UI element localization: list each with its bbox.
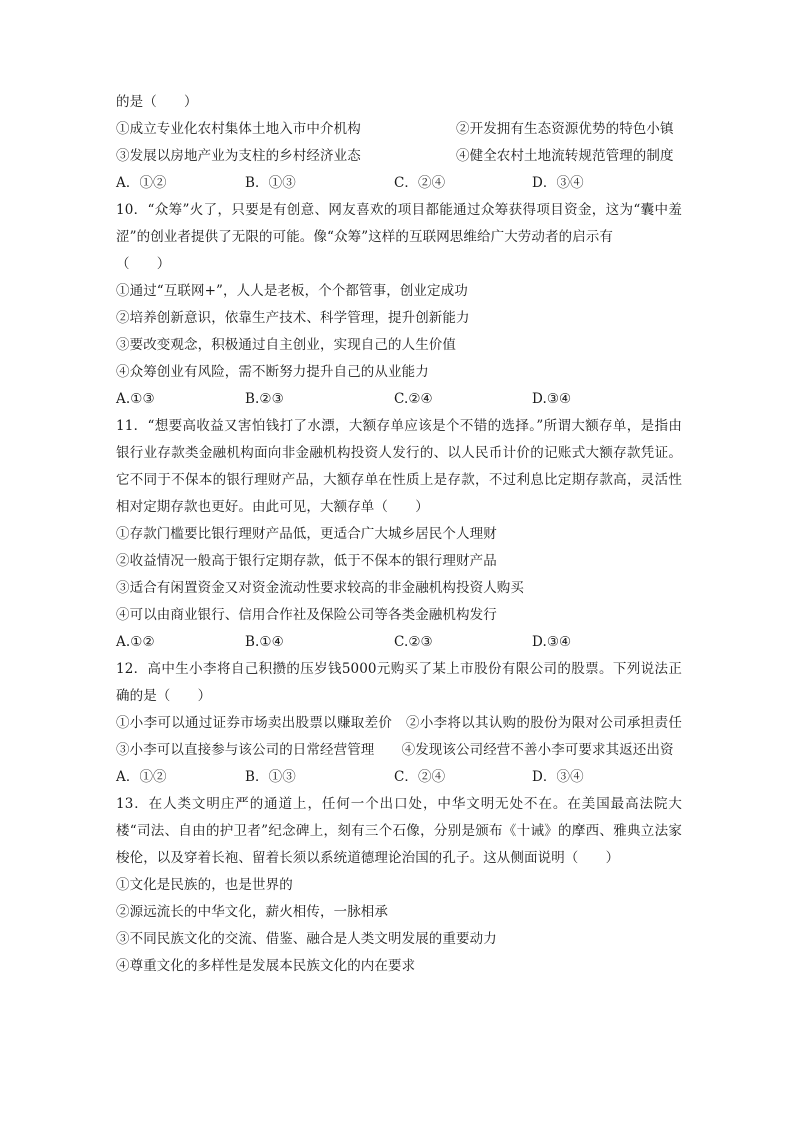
- q13-option-1: ①文化是民族的，也是世界的: [116, 877, 293, 893]
- q9-choice-a: A．①②: [116, 175, 167, 191]
- q11-choice-d: D.③④: [532, 634, 572, 650]
- q9-choice-c: C．②④: [394, 175, 446, 191]
- q10-choice-d: D.③④: [532, 391, 572, 407]
- q11-choice-c: C.②③: [394, 634, 433, 650]
- q13-option-3: ③不同民族文化的交流、借鉴、融合是人类文明发展的重要动力: [116, 931, 497, 947]
- q9-options-row-1: [116, 116, 682, 143]
- q10-choice-a: A.①③: [116, 391, 155, 407]
- q9-options-row-2: [116, 143, 682, 170]
- q12-answer-choices: [116, 764, 682, 791]
- q11-choice-a: A.①②: [116, 634, 155, 650]
- q11-option-2: ②收益情况一般高于银行定期存款，低于不保本的银行理财产品: [116, 553, 497, 569]
- q11-answer-choices: [116, 629, 682, 656]
- q9-option-4: ④健全农村土地流转规范管理的制度: [456, 148, 674, 164]
- q11-option-4: ④可以由商业银行、信用合作社及保险公司等各类金融机构发行: [116, 607, 497, 623]
- q9-option-3: ③发展以房地产业为支柱的乡村经济业态: [116, 148, 361, 164]
- q9-option-2: ②开发拥有生态资源优势的特色小镇: [456, 121, 674, 137]
- q10-choice-c: C.②④: [394, 391, 433, 407]
- q10-answer-bracket: （ ）: [116, 256, 171, 272]
- q13-stem: 13．在人类文明庄严的通道上，任何一个出口处，中华文明无处不在。在美国最高法院大楼“司法、自由的护卫者”纪念碑上，刻有三个石像，分别是颁布《十诫》的摩西、雅典立法家梭伦，以及穿着长袍、留着长须以系统道德理论治国的孔子。这从侧面说明（ ）: [116, 796, 682, 866]
- q10-option-3: ③要改变观念，积极通过自主创业，实现自己的人生价值: [116, 337, 456, 353]
- q9-choice-d: D．③④: [532, 175, 584, 191]
- q9-answer-choices: [116, 170, 682, 197]
- q10-stem: 10．“众筹”火了，只要是有创意、网友喜欢的项目都能通过众筹获得项目资金，这为“囊中羞涩”的创业者提供了无限的可能。像“众筹”这样的互联网思维给广大劳动者的启示有: [116, 202, 682, 245]
- q11-option-1: ①存款门槛要比银行理财产品低，更适合广大城乡居民个人理财: [116, 526, 497, 542]
- q10-answer-choices: [116, 386, 682, 413]
- q12-stem: 12．高中生小李将自己积攒的压岁钱5000元购买了某上市股份有限公司的股票。下列说法正确的是（ ）: [116, 661, 682, 704]
- q12-options: ①小李可以通过证券市场卖出股票以赚取差价 ②小李将以其认购的股份为限对公司承担责任 ③小李可以直接参与该公司的日常经营管理 ④发现该公司经营不善小李可要求其返还出资: [116, 715, 696, 758]
- q13-option-2: ②源远流长的中华文化，薪火相传，一脉相承: [116, 904, 388, 920]
- q12-choice-d: D．③④: [532, 769, 584, 785]
- q10-option-1: ①通过“互联网+”，人人是老板，个个都管事，创业定成功: [116, 283, 468, 299]
- q11-stem: 11．“想要高收益又害怕钱打了水漂，大额存单应该是个不错的选择。”所谓大额存单，是指由银行业存款类金融机构面向非金融机构投资人发行的、以人民币计价的记账式大额存款凭证。它不同于不保本的银行理财产品，大额存单在性质上是存款，不过利息比定期存款高，灵活性相对定期存款也更好。由此可见，大额存单（ ）: [116, 418, 682, 515]
- q10-choice-b: B.②③: [245, 391, 284, 407]
- exam-page: [116, 89, 696, 980]
- q9-option-1: ①成立专业化农村集体土地入市中介机构: [116, 121, 361, 137]
- q12-choice-a: A．①②: [116, 769, 167, 785]
- q12-choice-c: C．②④: [394, 769, 446, 785]
- q10-option-2: ②培养创新意识，依靠生产技术、科学管理，提升创新能力: [116, 310, 470, 326]
- q11-option-3: ③适合有闲置资金又对资金流动性要求较高的非金融机构投资人购买: [116, 580, 524, 596]
- q13-option-4: ④尊重文化的多样性是发展本民族文化的内在要求: [116, 958, 416, 974]
- q12-choice-b: B．①③: [245, 769, 296, 785]
- q9-stem-tail: 的是（ ）: [116, 94, 198, 110]
- q9-choice-b: B．①③: [245, 175, 296, 191]
- q11-choice-b: B.①④: [245, 634, 284, 650]
- q10-option-4: ④众筹创业有风险，需不断努力提升自己的从业能力: [116, 364, 429, 380]
